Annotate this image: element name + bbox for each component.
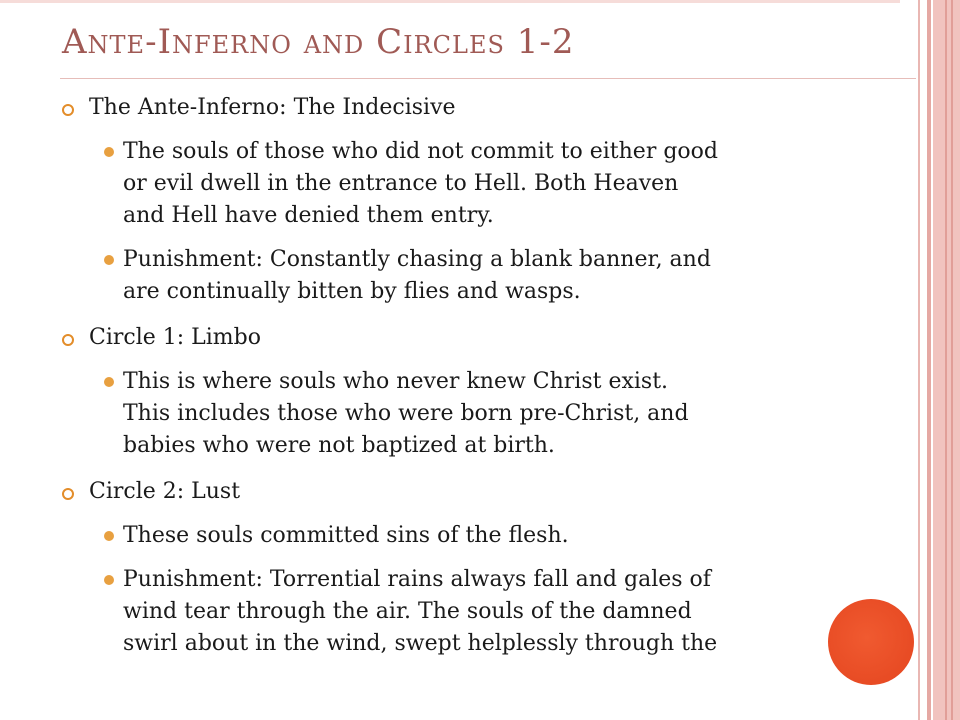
level2-bullet [0, 244, 960, 308]
bullet-line: and Hell have denied them entry. [123, 203, 494, 228]
top-rule [0, 0, 900, 3]
bullet-line: wind tear through the air. The souls of the damned [123, 599, 692, 624]
dot-bullet-icon [104, 255, 114, 265]
level1-bullet [0, 322, 960, 354]
bullet-line: babies who were not baptized at birth. [123, 433, 555, 458]
decorative-orb [828, 599, 914, 685]
section-heading: Circle 2: Lust [89, 479, 241, 504]
ring-bullet-icon [62, 488, 74, 500]
dot-bullet-icon [104, 147, 114, 157]
slide-title: Ante-Inferno and Circles 1-2 [62, 22, 575, 62]
bullet-line: or evil dwell in the entrance to Hell. Both Heaven [123, 171, 679, 196]
bullet-line: swirl about in the wind, swept helplessly through the [123, 631, 718, 656]
slide-body [0, 84, 960, 660]
dot-bullet-icon [104, 377, 114, 387]
bullet-line: This includes those who were born pre-Christ, and [123, 401, 689, 426]
bullet-line: Punishment: Constantly chasing a blank banner, and [123, 247, 711, 272]
title-underline [60, 78, 916, 79]
bullet-line: The souls of those who did not commit to either good [123, 139, 718, 164]
level2-bullet [0, 564, 960, 660]
section-heading: The Ante-Inferno: The Indecisive [89, 95, 456, 120]
level2-bullet [0, 136, 960, 232]
dot-bullet-icon [104, 531, 114, 541]
section-heading: Circle 1: Limbo [89, 325, 261, 350]
ring-bullet-icon [62, 334, 74, 346]
dot-bullet-icon [104, 575, 114, 585]
level1-bullet [0, 476, 960, 508]
level1-bullet [0, 92, 960, 124]
bullet-line: This is where souls who never knew Christ exist. [123, 369, 669, 394]
ring-bullet-icon [62, 104, 74, 116]
level2-bullet [0, 520, 960, 552]
bullet-line: Punishment: Torrential rains always fall and gales of [123, 567, 711, 592]
bullet-line: These souls committed sins of the flesh. [123, 523, 569, 548]
bullet-line: are continually bitten by flies and wasps. [123, 279, 581, 304]
level2-bullet [0, 366, 960, 462]
